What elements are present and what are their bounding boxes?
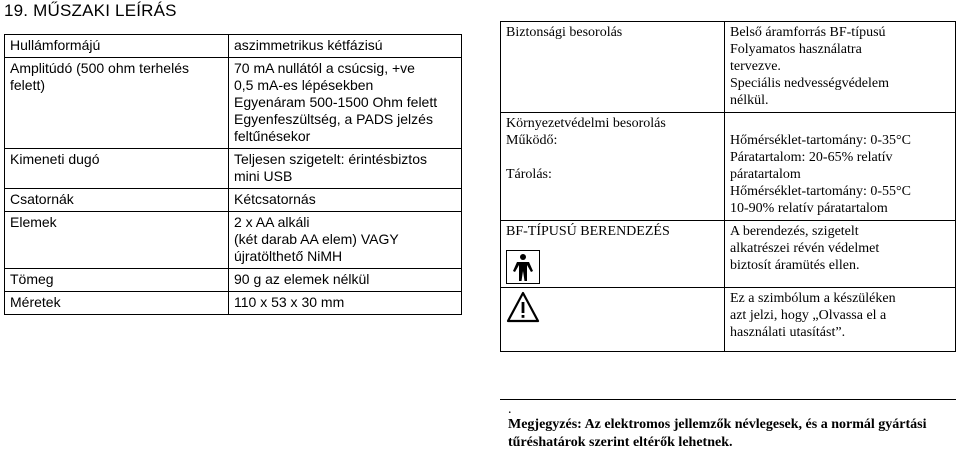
table-row (5, 269, 462, 292)
weight-label: Tömeg (5, 269, 229, 292)
table-row (5, 212, 462, 269)
bf-type-body-icon (506, 250, 540, 284)
output-plug-label: Kimeneti dugó (5, 149, 229, 189)
storage-label: Tárolás: (506, 167, 552, 182)
bf-type-cell (501, 221, 725, 288)
safety-value: Belső áramforrás BF-típusú Folyamatos használatra tervezve. Speciális nedvességvédelem nélkül. (725, 22, 956, 113)
classification-table (500, 21, 956, 352)
dimensions-label: Méretek (5, 292, 229, 315)
note-box (500, 399, 956, 460)
environment-value: Hőmérséklet-tartomány: 0-35°C Páratartalom: 20-65% relatív páratartalom Hőmérséklet-tartomány: 0-55°C 10-90% relatív páratartalom (725, 113, 956, 221)
operating-label: Működő: (506, 133, 558, 148)
amplitude-value: 70 mA nullától a csúcsig, +ve 0,5 mA-es lépésekben Egyenáram 500-1500 Ohm felett Egyenfeszültség, a PADS jelzés feltűnésekor (229, 58, 462, 149)
table-row (5, 58, 462, 149)
dimensions-value: 110 x 53 x 30 mm (229, 292, 462, 315)
table-row (501, 22, 956, 113)
table-row (5, 149, 462, 189)
table-row (501, 288, 956, 352)
bf-type-value: A berendezés, szigetelt alkatrészei révén védelmet biztosít áramütés ellen. (725, 221, 956, 288)
waveform-label: Hullámformájú (5, 35, 229, 58)
table-row (501, 113, 956, 221)
waveform-value: aszimmetrikus kétfázisú (229, 35, 462, 58)
batteries-value: 2 x AA alkáli (két darab AA elem) VAGY újratölthető NiMH (229, 212, 462, 269)
environment-label: Környezetvédelmi besorolás Működő: Tárolás: (501, 113, 725, 221)
channels-label: Csatornák (5, 189, 229, 212)
warning-cell (501, 288, 725, 352)
weight-value: 90 g az elemek nélkül (229, 269, 462, 292)
amplitude-label: Amplitúdó (500 ohm terhelés felett) (5, 58, 229, 149)
note-text: Megjegyzés: Az elektromos jellemzők névlegesek, és a normál gyártási tűréshatárok szerint eltérők lehetnek. (508, 417, 927, 450)
output-plug-value: Teljesen szigetelt: érintésbiztos mini USB (229, 149, 462, 189)
specs-table (4, 34, 462, 315)
warning-value: Ez a szimbólum a készüléken azt jelzi, hogy „Olvassa el a használati utasítást”. (725, 288, 956, 352)
table-row (501, 221, 956, 288)
bf-type-label: BF-TÍPUSÚ BERENDEZÉS (506, 224, 670, 239)
warning-triangle-icon (506, 290, 540, 324)
table-row (5, 35, 462, 58)
section-title: 19. MŰSZAKI LEÍRÁS (4, 1, 177, 20)
table-row (5, 189, 462, 212)
channels-value: Kétcsatornás (229, 189, 462, 212)
table-row (5, 292, 462, 315)
note-dot: . (508, 402, 512, 417)
safety-label: Biztonsági besorolás (501, 22, 725, 113)
batteries-label: Elemek (5, 212, 229, 269)
